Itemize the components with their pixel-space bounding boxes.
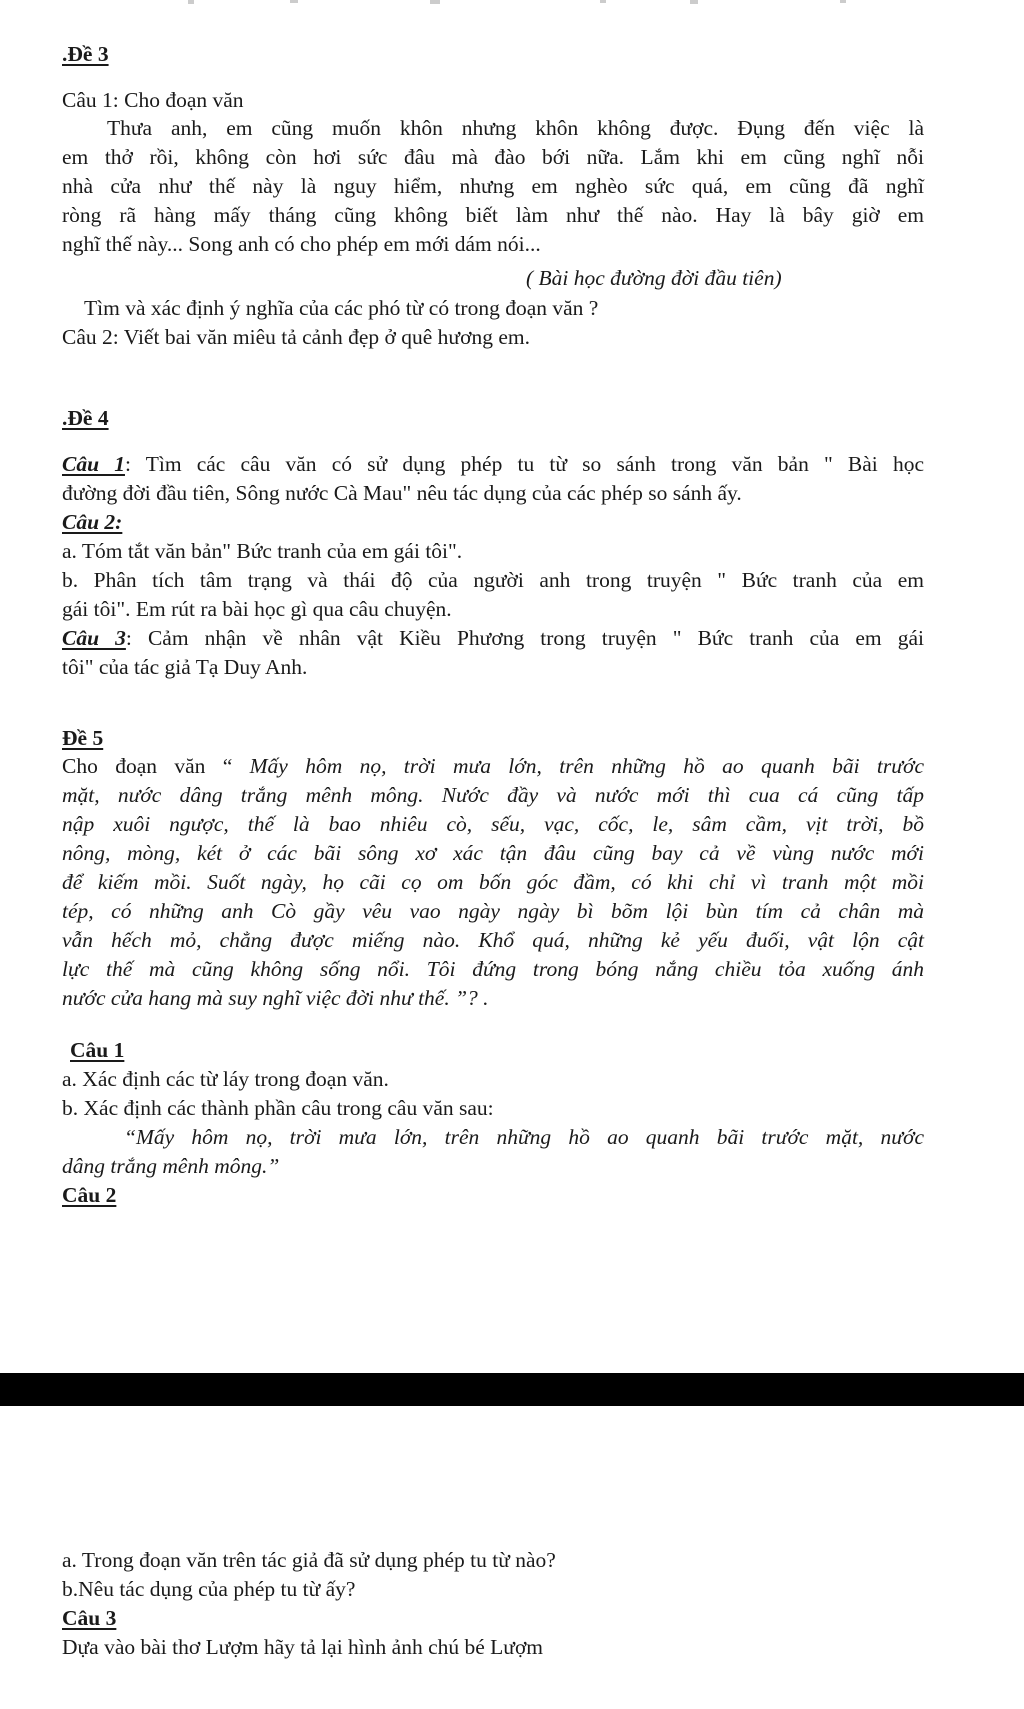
de5-cau2 (62, 1546, 924, 1662)
de4-cau3-text: : Cảm nhận về nhân vật Kiều Phương trong truyện " Bức tranh của em gái (125, 626, 924, 650)
de5-cau2-b: b.Nêu tác dụng của phép tu từ ấy? (62, 1577, 356, 1601)
de3-cau2: Câu 2: Viết bai văn miêu tả cảnh đẹp ở quê hương em. (62, 325, 530, 349)
de4-cau2 (62, 508, 924, 624)
de5-cau3-label: Câu 3 (62, 1606, 117, 1630)
de5-cau1-label: Câu 1 (70, 1038, 125, 1062)
de5-passage (62, 752, 924, 1013)
de3-cau1-label: Câu 1: Cho đoạn văn (62, 88, 244, 112)
de3-question-wrap (62, 294, 932, 352)
de5-passage-line: nông, mòng, két ở các bãi sông xơ xác tận đâu cũng bay cả về vùng nước mới (62, 841, 924, 865)
de3-cau1-label-wrap (62, 86, 932, 115)
de4-cau1-text: : Tìm các câu văn có sử dụng phép tu từ so sánh trong văn bản " Bài học (124, 452, 924, 476)
de4-cau2-label: Câu 2: (62, 510, 123, 534)
de3-passage-line: ròng rã hàng mấy tháng cũng không biết làm như thế nào. Hay là bây giờ em (62, 203, 924, 227)
de5-quote-line: dâng trắng mênh mông.” (62, 1154, 280, 1178)
de4-cau1-text: đường đời đầu tiên, Sông nước Cà Mau" nêu tác dụng của các phép so sánh ấy. (62, 481, 742, 505)
de5-passage-line: vẫn hếch mỏ, chẳng được miếng nào. Khổ quá, những kẻ yếu đuối, vật lộn cật (62, 928, 924, 952)
de5-passage-line: mặt, nước dâng trắng mênh mông. Nước đầy và nước mới thì cua cá cũng tấp (62, 783, 924, 807)
de3-passage-line: em thở rồi, không còn hơi sức đâu mà đào bới nữa. Lắm khi em cũng nghĩ nỗi (62, 145, 924, 169)
redaction-bar (0, 1373, 1024, 1406)
de5-cau1-b: b. Xác định các thành phần câu trong câu văn sau: (62, 1096, 494, 1120)
de3-passage (62, 114, 924, 259)
de5-passage-line: lực thế mà cũng không sống nổi. Tôi đứng trong bóng nắng chiều tỏa xuống ánh (62, 957, 924, 981)
de4-cau1-label: Câu 1 (62, 452, 125, 476)
de5-intro: Cho đoạn văn “ (62, 754, 250, 778)
de5-cau1 (62, 1036, 924, 1210)
de5-passage-line: nập xuôi ngược, thế là bao nhiêu cò, sếu, vạc, cốc, le, sâm cầm, vịt trời, bồ (62, 812, 924, 836)
de3-passage-line: nhà cửa như thế này là nguy hiểm, nhưng em nghèo sức quá, em cũng đã nghĩ (62, 174, 924, 198)
de5-passage-line: tép, có những anh Cò gầy vêu vao ngày ngày bì bõm lội bùn tím cả chân mà (62, 899, 924, 923)
de4-cau2-b: b. Phân tích tâm trạng và thái độ của người anh trong truyện " Bức tranh của em (62, 568, 924, 592)
de4-cau3-label: Câu 3 (62, 626, 126, 650)
de3-passage-line: nghĩ thế này... Song anh có cho phép em mới dám nói... (62, 232, 541, 256)
de5-title: Đề 5 (62, 726, 104, 750)
de3-question: Tìm và xác định ý nghĩa của các phó từ có trong đoạn văn ? (84, 296, 599, 320)
de5-cau3-text: Dựa vào bài thơ Lượm hãy tả lại hình ảnh chú bé Lượm (62, 1635, 544, 1659)
de5-cau2-label: Câu 2 (62, 1183, 117, 1207)
de5-cau2-a: a. Trong đoạn văn trên tác giả đã sử dụng phép tu từ nào? (62, 1548, 556, 1572)
de5-cau1-a: a. Xác định các từ láy trong đoạn văn. (62, 1067, 389, 1091)
de3-section (62, 40, 932, 69)
de4-section (62, 404, 932, 433)
de4-cau1 (62, 450, 924, 508)
de5-quote-line: “Mấy hôm nọ, trời mưa lớn, trên những hồ ao quanh bãi trước mặt, nước (124, 1125, 924, 1149)
de3-passage-line: Thưa anh, em cũng muốn khôn nhưng khôn không được. Đụng đến việc là (107, 116, 924, 140)
de5-passage-line: Mấy hôm nọ, trời mưa lớn, trên những hồ ao quanh bãi trước (249, 754, 925, 778)
de4-cau2-b: gái tôi". Em rút ra bài học gì qua câu chuyện. (62, 597, 452, 621)
de5-passage-line: nước cửa hang mà suy nghĩ việc đời như thế. ”? . (62, 986, 489, 1010)
de4-cau3-text: tôi" của tác giả Tạ Duy Anh. (62, 655, 308, 679)
de5-section (62, 724, 932, 753)
de3-source: ( Bài học đường đời đầu tiên) (526, 266, 782, 290)
de4-cau3 (62, 624, 924, 682)
top-edge-artifact (0, 0, 1024, 10)
de3-title: .Đề 3 (62, 42, 109, 66)
de4-title: .Đề 4 (62, 406, 109, 430)
de4-cau2-a: a. Tóm tắt văn bản" Bức tranh của em gái tôi". (62, 539, 463, 563)
de5-passage-line: để kiếm mồi. Suốt ngày, họ cãi cọ om bốn góc đầm, có khi chỉ vì tranh một mồi (62, 870, 924, 894)
